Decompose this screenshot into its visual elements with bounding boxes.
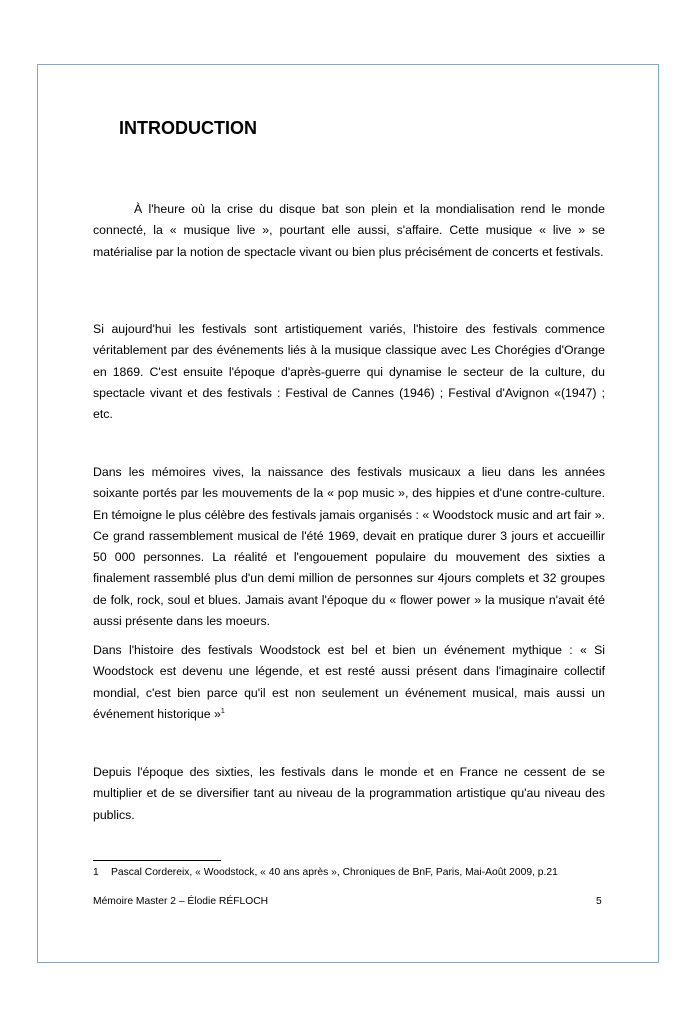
paragraph-3 bbox=[93, 462, 605, 632]
footnote bbox=[93, 866, 558, 880]
footnote-reference[interactable]: 1 bbox=[220, 707, 225, 715]
paragraph-2-text: Si aujourd'hui les festivals sont artistiquement variés, l'histoire des festivals commence véritablement par des événements liés à la musique classique avec Les Chorégies d'Orange en 1869. C'est ensuite l'époque d'après-guerre qui dynamise le secteur de la culture, du spectacle vivant et des festivals : Festival de Cannes (1946) ; Festival d'Avignon «(1947) ; etc. bbox=[93, 322, 605, 422]
section-title: INTRODUCTION bbox=[119, 118, 257, 138]
footnote-separator bbox=[93, 860, 221, 861]
footnote-number: 1 bbox=[93, 867, 99, 878]
paragraph-1-text: À l'heure où la crise du disque bat son plein et la mondialisation rend le monde connecté, la « musique live », pourtant elle aussi, s'affaire. Cette musique « live » se matérialise par la notion de spectacle vivant ou bien plus précisément de concerts et festivals. bbox=[93, 202, 605, 259]
paragraph-5 bbox=[93, 762, 605, 826]
page-number: 5 bbox=[596, 896, 602, 907]
paragraph-3-text: Dans les mémoires vives, la naissance des festivals musicaux a lieu dans les années soixante portés par les mouvements de la « pop music », des hippies et d'une contre-culture. En témoigne le plus célèbre des festivals jamais organisés : « Woodstock music and art fair ». Ce grand rassemblement musical de l'été 1969, devait en pratique durer 3 jours et accueillir 50 000 personnes. La réalité et l'engouement populaire du mouvement des sixties a finalement rassemblé plus d'un demi million de personnes sur 4jours complets et 32 groupes de folk, rock, soul et blues. Jamais avant l'époque du « flower power » la musique n'avait été aussi présente dans les moeurs. bbox=[93, 465, 605, 629]
footer-author: Mémoire Master 2 – Élodie RÉFLOCH bbox=[93, 896, 269, 907]
paragraph-2 bbox=[93, 319, 605, 425]
paragraph-4-block bbox=[93, 640, 605, 725]
paragraph-5-text: Depuis l'époque des sixties, les festivals dans le monde et en France ne cessent de se multiplier et de se diversifier tant au niveau de la programmation artistique qu'au niveau des publics. bbox=[93, 765, 605, 822]
paragraph-4-text: Dans l'histoire des festivals Woodstock est bel et bien un événement mythique : « Si Woodstock est devenu une légende, et est resté aussi présent dans l'imaginaire collectif mondial, c'est bien parce qu'il est non seulement un événement musical, mais aussi un événement historique » bbox=[93, 643, 605, 721]
footnote-text: Pascal Cordereix, « Woodstock, « 40 ans après », Chroniques de BnF, Paris, Mai-Août 2009, p.21 bbox=[111, 867, 558, 878]
paragraph-4 bbox=[93, 640, 605, 725]
paragraph-1 bbox=[93, 199, 605, 263]
